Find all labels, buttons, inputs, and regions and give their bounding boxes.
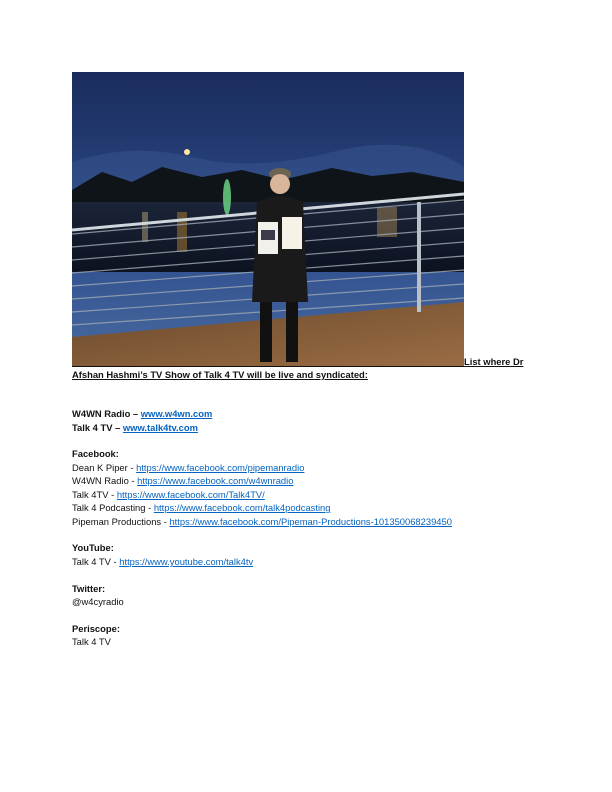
youtube-heading: YouTube: [72, 542, 114, 553]
facebook-link[interactable]: https://www.facebook.com/w4wnradio [137, 475, 294, 486]
facebook-item [72, 462, 304, 474]
twitter-handle: @w4cyradio [72, 596, 124, 607]
label: W4WN Radio - [72, 475, 138, 486]
talk4tv-line [72, 422, 198, 434]
heading-part2: Afshan Hashmi’s TV Show of Talk 4 TV will be live and syndicated: [72, 369, 368, 380]
label: Pipeman Productions - [72, 516, 170, 527]
facebook-item [72, 489, 265, 501]
photo-underline [72, 366, 464, 367]
label: Talk 4TV - [72, 489, 117, 500]
label: Talk 4 TV – [72, 422, 123, 433]
facebook-heading: Facebook: [72, 448, 119, 459]
youtube-item [72, 556, 253, 568]
facebook-item [72, 516, 452, 528]
periscope-value: Talk 4 TV [72, 636, 111, 647]
heading-part1: List where Dr [464, 356, 524, 367]
facebook-item [72, 475, 293, 487]
talk4tv-link[interactable]: www.talk4tv.com [122, 422, 198, 433]
facebook-item [72, 502, 330, 514]
facebook-link[interactable]: https://www.facebook.com/Pipeman-Productions-101350068239450 [169, 516, 452, 527]
w4wn-link[interactable]: www.w4wn.com [140, 408, 213, 419]
facebook-link[interactable]: https://www.facebook.com/talk4podcasting [153, 502, 331, 513]
label: Talk 4 Podcasting - [72, 502, 154, 513]
label: Dean K Piper - [72, 462, 137, 473]
facebook-link[interactable]: https://www.facebook.com/Talk4TV/ [116, 489, 265, 500]
youtube-link[interactable]: https://www.youtube.com/talk4tv [119, 556, 254, 567]
periscope-heading: Periscope: [72, 623, 120, 634]
label: Talk 4 TV - [72, 556, 120, 567]
w4wn-radio-line [72, 408, 212, 420]
label: W4WN Radio – [72, 408, 141, 419]
photo-woman-holding-books-at-lakeside [72, 72, 464, 366]
twitter-heading: Twitter: [72, 583, 106, 594]
facebook-link[interactable]: https://www.facebook.com/pipemanradio [136, 462, 305, 473]
